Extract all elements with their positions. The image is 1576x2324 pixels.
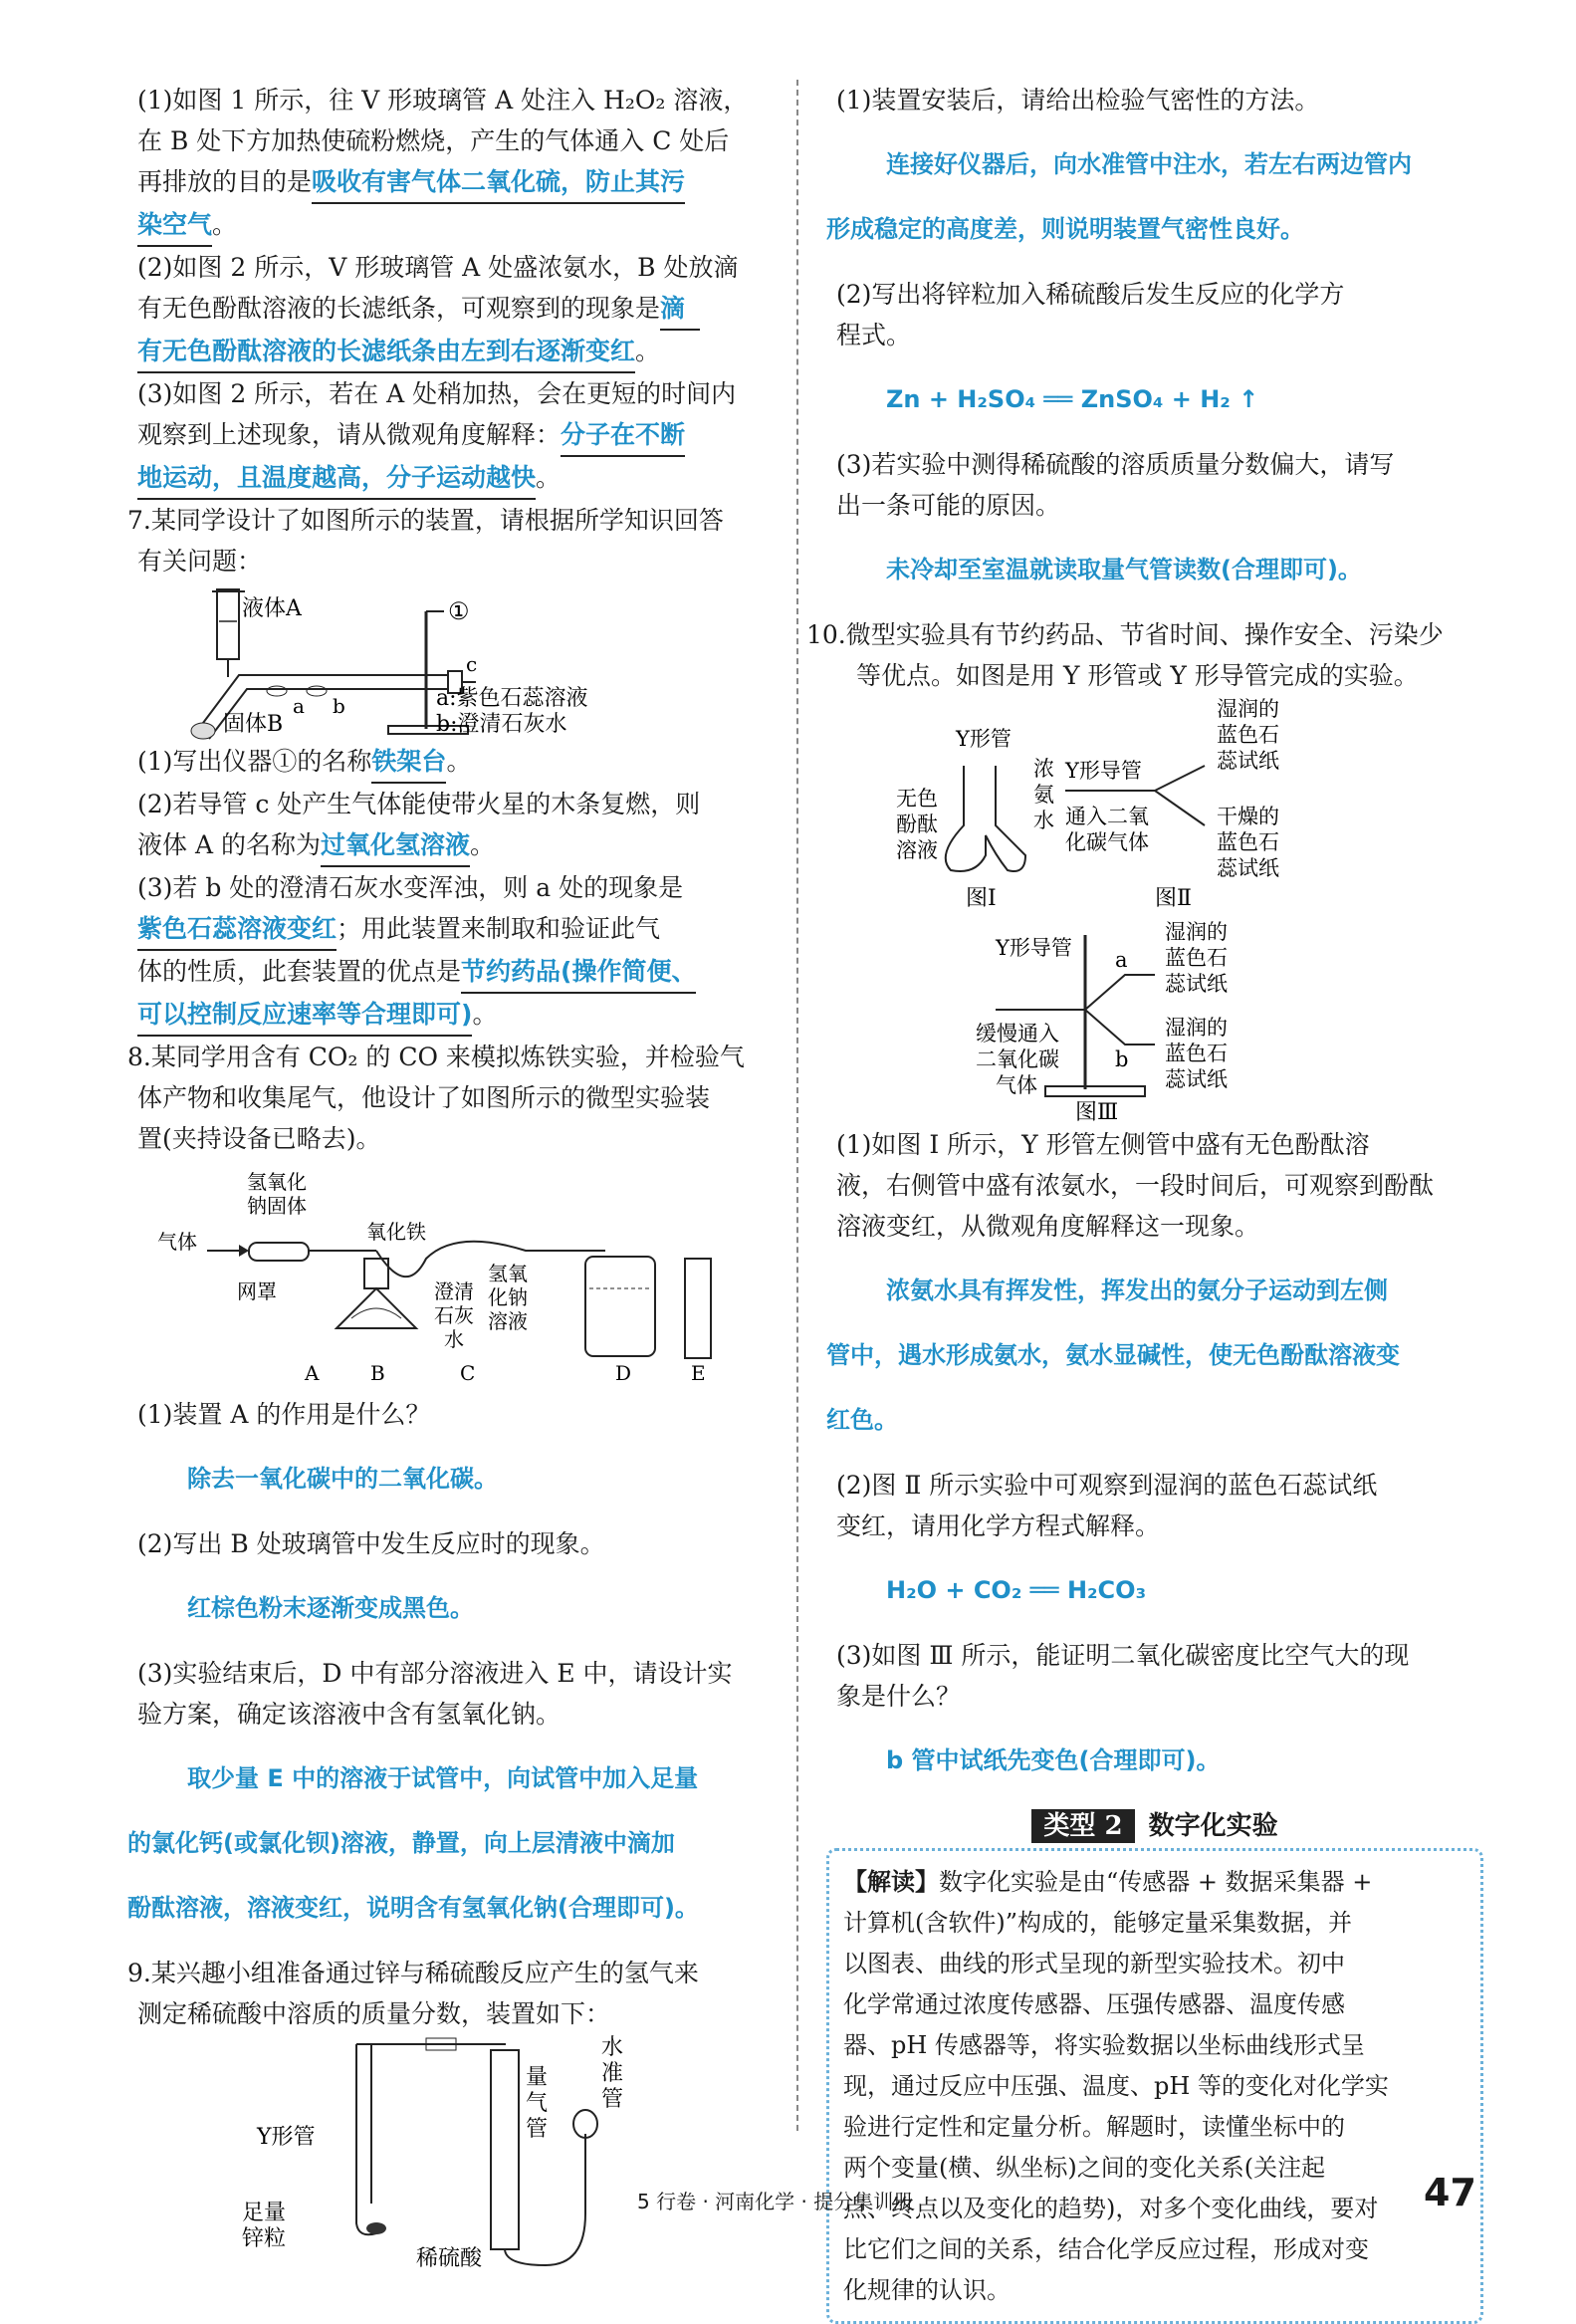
q8-label-lime-1: 澄清 xyxy=(434,1279,474,1303)
q7-apparatus-figure xyxy=(127,581,777,741)
q6-p2-answer-b: 有无色酚酞溶液的长滤纸条由左到右逐渐变红 xyxy=(137,331,635,373)
q7-p3-answer-a: 紫色石蕊溶液变红 xyxy=(137,908,337,951)
q10-p2-answer: H₂O + CO₂ ══ H₂CO₃ xyxy=(886,1576,1147,1604)
q9-p2-line1: (2)写出将锌粒加入稀硫酸后发生反应的化学方 xyxy=(836,280,1345,309)
interpretation-line-9: 点、终点以及变化的趋势)，对多个变化曲线，要对 xyxy=(843,2195,1379,2222)
q7-p3-answer-c: 可以控制反应速率等合理即可) xyxy=(137,994,472,1037)
type-2-title: 数字化实验 xyxy=(1148,1811,1278,1841)
interpretation-line-10: 比它们之间的关系，结合化学反应过程，形成对变 xyxy=(843,2235,1369,2263)
q8-p3-line2: 验方案，确定该溶液中含有氢氧化钠。 xyxy=(137,1700,562,1729)
q9-apparatus-figure xyxy=(127,2034,777,2273)
q6-p2-line2: 有无色酚酞溶液的长滤纸条，可观察到的现象是 xyxy=(137,294,661,323)
q9-label-level-3: 管 xyxy=(601,2087,624,2112)
q7-p3-line3: 体的性质，此套装置的优点是 xyxy=(137,957,462,986)
fig3-label-b1: 湿润的 xyxy=(1165,1016,1228,1040)
q8-label-naoh-3: 溶液 xyxy=(488,1309,528,1333)
fig1-label-r1: 浓 xyxy=(1033,757,1054,781)
q10-p1-answer-3: 红色。 xyxy=(826,1406,898,1434)
q9-label-level-1: 水 xyxy=(601,2035,624,2060)
q6-p1-line3: 再排放的目的是 xyxy=(137,167,313,196)
fig1-label-ytube: Y形管 xyxy=(956,727,1012,751)
interpretation-line-11: 化规律的认识。 xyxy=(843,2276,1011,2304)
interpretation-line-8: 两个变量(横、纵坐标)之间的变化关系(关注起 xyxy=(843,2154,1326,2182)
q7-p2-line1: (2)若导管 c 处产生气体能使带火星的木条复燃，则 xyxy=(137,790,701,818)
q8-label-E: E xyxy=(691,1361,706,1385)
type-2-tag: 类型 2 xyxy=(1031,1809,1134,1843)
q7-p1: (1)写出仪器①的名称 xyxy=(137,747,372,776)
q6-p2-answer-a: 滴 xyxy=(660,288,700,331)
q8-label-A: A xyxy=(305,1361,320,1385)
q8-stem-line1: 8.某同学用含有 CO₂ 的 CO 来模拟炼铁实验，并检验气 xyxy=(127,1043,745,1071)
fig2-label-w1: 湿润的 xyxy=(1217,697,1279,721)
q8-stem-line3: 置(夹持设备已略去)。 xyxy=(137,1124,381,1153)
q10-p2-line1: (2)图 Ⅱ 所示实验中可观察到湿润的蓝色石蕊试纸 xyxy=(836,1471,1378,1500)
fig3-label-a: a xyxy=(1115,948,1128,972)
interpretation-line-7: 验进行定性和定量分析。解题时，读懂坐标中的 xyxy=(843,2113,1345,2141)
interpretation-line-1: 数字化实验是由“传感器 + 数据采集器 + xyxy=(939,1868,1373,1896)
page-footer: 5 行卷 · 河南化学 · 提分集训册 xyxy=(637,2190,914,2213)
q6-p1-answer-b: 染空气 xyxy=(137,204,212,247)
fig2-caption: 图Ⅱ xyxy=(1155,886,1192,911)
q7-label-lb: b:澄清石灰水 xyxy=(436,712,567,737)
q10-p3-line2: 象是什么？ xyxy=(836,1682,962,1711)
page-number: 47 xyxy=(1424,2171,1476,2214)
fig1-label-l1: 无色 xyxy=(896,787,938,811)
fig3-label-in2: 二氧化碳 xyxy=(976,1047,1059,1071)
q10-p2-line2: 变红，请用化学方程式解释。 xyxy=(836,1511,1161,1540)
q7-label-solid: 固体B xyxy=(223,712,284,737)
q8-p3-answer-1: 取少量 E 中的溶液于试管中，向试管中加入足量 xyxy=(187,1764,699,1792)
q10-p1-line2: 液，右侧管中盛有浓氨水，一段时间后，可观察到酚酞 xyxy=(836,1171,1435,1200)
question-9-continued xyxy=(826,80,1483,590)
fig2-label-d2: 蓝色石 xyxy=(1217,830,1279,854)
fig2-label-w2: 蓝色石 xyxy=(1217,723,1279,747)
q6-p1-answer-a: 吸收有害气体二氧化硫，防止其污 xyxy=(312,161,685,204)
interpretation-line-2: 计算机(含软件)”构成的，能够定量采集数据，并 xyxy=(843,1909,1352,1937)
fig3-label-b3: 蕊试纸 xyxy=(1165,1067,1228,1091)
q8-label-naoh-1: 氢氧 xyxy=(488,1262,528,1285)
q10-figure-3 xyxy=(826,915,1483,1124)
q7-label-la: a:紫色石蕊溶液 xyxy=(436,686,588,711)
question-8 xyxy=(127,1037,777,1929)
q8-label-gas: 气体 xyxy=(157,1230,197,1254)
right-column xyxy=(806,80,1483,2324)
q7-p3-line1: (3)若 b 处的澄清石灰水变浑浊，则 a 处的现象是 xyxy=(137,873,684,902)
interpretation-line-4: 化学常通过浓度传感器、压强传感器、温度传感 xyxy=(843,1990,1345,2018)
q6-p3-line2: 观察到上述现象，请从微观角度解释： xyxy=(137,420,562,449)
q8-p1-answer: 除去一氧化碳中的二氧化碳。 xyxy=(187,1465,498,1493)
fig3-label-b2: 蓝色石 xyxy=(1165,1042,1228,1065)
q8-p2: (2)写出 B 处玻璃管中发生反应时的现象。 xyxy=(137,1529,605,1558)
column-divider xyxy=(796,80,798,2131)
q10-p3-answer: b 管中试纸先变色(合理即可)。 xyxy=(886,1746,1221,1774)
q8-label-B: B xyxy=(370,1361,385,1385)
fig3-caption: 图Ⅲ xyxy=(1075,1100,1119,1124)
fig3-label-t2: 蓝色石 xyxy=(1165,946,1228,970)
interpretation-line-5: 器、pH 传感器等，将实验数据以坐标曲线形式呈 xyxy=(843,2031,1365,2059)
interpretation-box xyxy=(826,1848,1483,2324)
type-2-header xyxy=(826,1805,1483,1842)
fig2-label-in1: 通入二氧 xyxy=(1065,805,1149,828)
q9-p2-answer: Zn + H₂SO₄ ══ ZnSO₄ + H₂ ↑ xyxy=(886,385,1259,413)
q10-p1-line3: 溶液变红，从微观角度解释这一现象。 xyxy=(836,1212,1260,1241)
q6-p1-line1: (1)如图 1 所示，往 V 形玻璃管 A 处注入 H₂O₂ 溶液， xyxy=(137,86,749,115)
q10-p3-line1: (3)如图 Ⅲ 所示，能证明二氧化碳密度比空气大的现 xyxy=(836,1641,1410,1670)
fig1-caption: 图Ⅰ xyxy=(966,886,997,911)
q8-label-naoh-2: 化钠 xyxy=(488,1285,528,1309)
q8-p1: (1)装置 A 的作用是什么？ xyxy=(137,1400,431,1429)
q7-label-b: b xyxy=(333,694,345,718)
question-10 xyxy=(806,614,1483,1781)
q10-stem-line1: 10.微型实验具有节约药品、节省时间、操作安全、污染少 xyxy=(806,620,1444,649)
q8-p3-answer-2: 的氯化钙(或氯化钡)溶液，静置，向上层清液中滴加 xyxy=(127,1829,675,1857)
q8-label-net: 网罩 xyxy=(237,1279,277,1303)
q10-figures-1-2 xyxy=(826,696,1483,915)
q9-p2-line2: 程式。 xyxy=(836,321,912,349)
q9-stem-line2: 测定稀硫酸中溶质的质量分数，装置如下： xyxy=(137,1999,611,2028)
q7-p3-answer-b: 节约药品(操作简便、 xyxy=(461,951,696,994)
q10-p1-answer-2: 管中，遇水形成氨水，氨水显碱性，使无色酚酞溶液变 xyxy=(826,1341,1400,1369)
q8-p3-line1: (3)实验结束后，D 中有部分溶液进入 E 中，请设计实 xyxy=(137,1659,733,1688)
fig2-label-in2: 化碳气体 xyxy=(1065,830,1149,854)
q7-label-c: c xyxy=(466,652,478,676)
interpretation-line-3: 以图表、曲线的形式呈现的新型实验技术。初中 xyxy=(843,1950,1345,1977)
question-6-parts: (1)如图 1 所示，往 V 形玻璃管 A 处注入 H₂O₂ 溶液， 在 B 处下方加热使硫粉燃烧，产生的气体通入 C 处后 再排放的目的是吸收有害气体二氧化硫，防止其污 染空气。 (2)如图 2 所示，V 形玻璃管 A 处盛浓氨水，B 处放滴 有无色酚酞溶液的长滤纸条，可观察到的现象是滴 有无色酚酞溶液的长滤纸条由左到右逐渐变红。 (3)如图 2 所示，若在 A 处稍加热，会在更短的时间内 观察到上述现象，请从微观角度解释：分子在不断 地运动，且温度越高，分子运动越快。 xyxy=(127,80,777,500)
fig1-label-r2: 氨 xyxy=(1033,783,1054,807)
q10-stem-line2: 等优点。如图是用 Y 形管或 Y 形导管完成的实验。 xyxy=(856,661,1419,690)
q8-label-lime-2: 石灰 xyxy=(434,1303,474,1327)
fig3-label-in1: 缓慢通入 xyxy=(976,1022,1059,1046)
q7-p2-answer: 过氧化氢溶液 xyxy=(321,824,470,867)
fig3-label-in3: 气体 xyxy=(996,1073,1037,1097)
q9-p3-line1: (3)若实验中测得稀硫酸的溶质质量分数偏大，请写 xyxy=(836,450,1395,479)
q9-label-ytube: Y形管 xyxy=(257,2125,316,2150)
q8-label-D: D xyxy=(615,1361,632,1385)
q9-p3-answer: 未冷却至室温就读取量气管读数(合理即可)。 xyxy=(886,556,1362,583)
q7-p2-line2: 液体 A 的名称为 xyxy=(137,830,321,859)
fig2-label-w3: 蕊试纸 xyxy=(1217,749,1279,773)
fig3-label-b: b xyxy=(1115,1047,1129,1071)
fig1-label-r3: 水 xyxy=(1033,809,1054,832)
fig2-label-d1: 干燥的 xyxy=(1217,805,1279,828)
q6-p3-line1: (3)如图 2 所示，若在 A 处稍加热，会在更短的时间内 xyxy=(137,379,737,408)
q8-apparatus-figure xyxy=(127,1159,777,1394)
q9-label-acid: 稀硫酸 xyxy=(416,2246,483,2271)
q9-label-gas-2: 气 xyxy=(526,2091,549,2116)
q9-p1-answer-1: 连接好仪器后，向水准管中注水，若左右两边管内 xyxy=(886,150,1412,178)
q6-p3-answer-b: 地运动，且温度越高，分子运动越快 xyxy=(137,457,536,500)
interpretation-line-6: 现，通过反应中压强、温度、pH 等的变化对化学实 xyxy=(843,2072,1389,2100)
fig2-label-d3: 蕊试纸 xyxy=(1217,856,1279,880)
fig1-label-l2: 酚酞 xyxy=(896,813,938,836)
q9-label-gas-3: 管 xyxy=(526,2117,549,2142)
fig3-label-t1: 湿润的 xyxy=(1165,920,1228,944)
q9-p1: (1)装置安装后，请给出检验气密性的方法。 xyxy=(836,86,1320,115)
q8-label-fe2o3: 氧化铁 xyxy=(366,1220,426,1244)
q6-p1-line2: 在 B 处下方加热使硫粉燃烧，产生的气体通入 C 处后 xyxy=(137,126,730,155)
q6-p2-line1: (2)如图 2 所示，V 形玻璃管 A 处盛浓氨水，B 处放滴 xyxy=(137,253,739,282)
question-7: 7.某同学设计了如图所示的装置，请根据所学知识回答 有关问题： 液体A ① c a b 固体B a:紫色石蕊溶液 b:澄清石灰水 (1)写出仪器①的名称铁架台。 (2)若导管 c 处产生气体能使带火星的木条复燃，则 液体 A 的名称为过氧化氢溶液。 (3)若 b 处的澄清石灰水变浑浊，则 a 处的现象是 紫色石蕊溶液变红；用此装置来制取和验证此气 体的性质，此套装置的优点是节约药品(操作简便、 可以控制反应速率等合理即可)。 xyxy=(127,500,777,1037)
q10-p1-answer-1: 浓氨水具有挥发性，挥发出的氨分子运动到左侧 xyxy=(886,1277,1388,1304)
q7-label-liquid: 液体A xyxy=(242,596,302,621)
question-9 xyxy=(127,1953,777,2273)
q7-stem-line1: 7.某同学设计了如图所示的装置，请根据所学知识回答 xyxy=(127,506,724,535)
q8-p3-answer-3: 酚酞溶液，溶液变红，说明含有氢氧化钠(合理即可)。 xyxy=(127,1894,699,1922)
q7-stem-line2: 有关问题： xyxy=(137,547,263,576)
q8-label-lime-3: 水 xyxy=(444,1327,464,1351)
fig1-label-l3: 溶液 xyxy=(896,838,938,862)
interpretation-label: 【解读】 xyxy=(843,1867,939,1896)
q7-label-a: a xyxy=(293,694,305,718)
q7-label-ring: ① xyxy=(448,597,470,625)
left-column xyxy=(127,80,777,2273)
q7-p3-line2: ；用此装置来制取和验证此气 xyxy=(337,914,661,943)
q6-p3-answer-a: 分子在不断 xyxy=(561,414,685,457)
q9-label-zn-2: 锌粒 xyxy=(242,2226,287,2251)
fig2-label-ytube: Y形导管 xyxy=(1065,759,1142,783)
q9-label-zn-1: 足量 xyxy=(242,2201,287,2225)
q10-p1-line1: (1)如图 Ⅰ 所示，Y 形管左侧管中盛有无色酚酞溶 xyxy=(836,1130,1370,1159)
q8-label-naoh-solid-1: 氢氧化 xyxy=(247,1170,307,1194)
q9-stem-line1: 9.某兴趣小组准备通过锌与稀硫酸反应产生的氢气来 xyxy=(127,1959,699,1987)
q9-label-gas-1: 量 xyxy=(526,2065,549,2090)
q7-p1-answer: 铁架台 xyxy=(371,741,446,784)
q8-label-C: C xyxy=(460,1361,476,1385)
fig3-label-t3: 蕊试纸 xyxy=(1165,972,1228,996)
q8-stem-line2: 体产物和收集尾气，他设计了如图所示的微型实验装 xyxy=(137,1083,711,1112)
q8-p2-answer: 红棕色粉末逐渐变成黑色。 xyxy=(187,1594,474,1622)
q9-p1-answer-2: 形成稳定的高度差，则说明装置气密性良好。 xyxy=(826,215,1304,243)
q8-label-naoh-solid-2: 钠固体 xyxy=(247,1194,307,1218)
q9-p3-line2: 出一条可能的原因。 xyxy=(836,491,1061,520)
q9-label-level-2: 准 xyxy=(601,2061,624,2086)
fig3-label-ytube: Y形导管 xyxy=(996,936,1072,960)
